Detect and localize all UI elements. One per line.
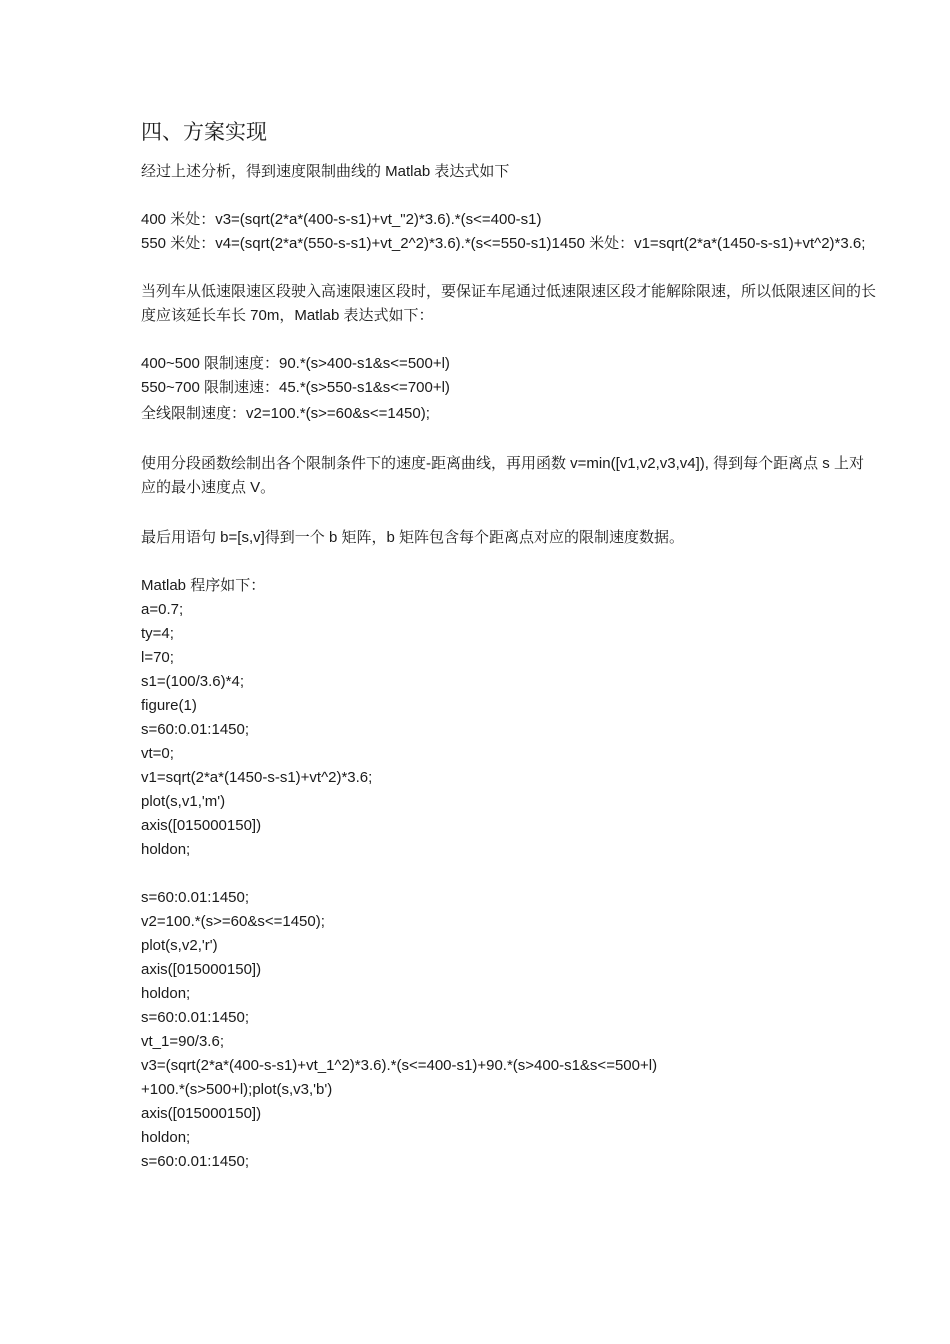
code-block-2 xyxy=(141,886,876,1174)
code-line: v3=(sqrt(2*a*(400-s-s1)+vt_1^2)*3.6).*(s<=400-s1)+90.*(s>400-s1&s<=500+l) xyxy=(141,1057,658,1074)
code-line: ty=4; xyxy=(141,625,174,642)
spacer xyxy=(141,500,876,524)
intro-paragraph: 经过上述分析，得到速度限制曲线的 Matlab 表达式如下 xyxy=(141,163,510,180)
code-line: +100.*(s>500+l);plot(s,v3,'b') xyxy=(141,1081,333,1098)
low-speed-paragraph: 当列车从低速限速区段驶入高速限速区段时，要保证车尾通过低速限速区段才能解除限速，所以低限速区间的长度应该延长车长 70m，Matlab 表达式如下： xyxy=(141,283,877,324)
code-line: plot(s,v2,'r') xyxy=(141,937,218,954)
program-title: Matlab 程序如下： xyxy=(141,577,266,594)
code-line: vt=0; xyxy=(141,745,174,762)
code-line: s=60:0.01:1450; xyxy=(141,889,250,906)
code-line: l=70; xyxy=(141,649,174,666)
code-block-1 xyxy=(141,598,876,862)
code-line: figure(1) xyxy=(141,697,197,714)
section-heading: 四、方案实现 xyxy=(141,121,267,144)
code-line: s1=(100/3.6)*4; xyxy=(141,673,244,690)
code-line: a=0.7; xyxy=(141,601,184,618)
limit-full-line: 全线限制速度：v2=100.*(s>=60&s<=1450); xyxy=(141,405,430,422)
document-page xyxy=(141,118,876,1174)
spacer xyxy=(141,256,876,280)
piecewise-paragraph: 使用分段函数绘制出各个限制条件下的速度-距离曲线，再用函数 v=min([v1,v2,v3,v4]), 得到每个距离点 s 上对应的最小速度点 V。 xyxy=(141,455,864,496)
spacer xyxy=(141,862,876,886)
code-line: axis([015000150]) xyxy=(141,1105,262,1122)
code-line: holdon; xyxy=(141,985,191,1002)
spacer xyxy=(141,184,876,208)
code-line: plot(s,v1,'m') xyxy=(141,793,226,810)
code-line: s=60:0.01:1450; xyxy=(141,1009,250,1026)
code-line: v1=sqrt(2*a*(1450-s-s1)+vt^2)*3.6; xyxy=(141,769,373,786)
matrix-paragraph: 最后用语句 b=[s,v]得到一个 b 矩阵，b 矩阵包含每个距离点对应的限制速度数据。 xyxy=(141,529,684,546)
limit-550-700: 550~700 限制速速：45.*(s>550-s1&s<=700+l) xyxy=(141,379,450,396)
spacer xyxy=(141,426,876,450)
spacer xyxy=(141,550,876,574)
spacer xyxy=(141,328,876,352)
expression-550-1450: 550 米处：v4=(sqrt(2*a*(550-s-s1)+vt_2^2)*3.6).*(s<=550-s1)1450 米处：v1=sqrt(2*a*(1450-s-s1)+vt^2)*3.6; xyxy=(141,235,866,252)
code-line: holdon; xyxy=(141,1129,191,1146)
code-line: holdon; xyxy=(141,841,191,858)
expression-400: 400 米处：v3=(sqrt(2*a*(400-s-s1)+vt_"2)*3.6).*(s<=400-s1) xyxy=(141,211,542,228)
code-line: axis([015000150]) xyxy=(141,817,262,834)
code-line: axis([015000150]) xyxy=(141,961,262,978)
code-line: s=60:0.01:1450; xyxy=(141,721,250,738)
code-line: v2=100.*(s>=60&s<=1450); xyxy=(141,913,325,930)
limit-400-500: 400~500 限制速度：90.*(s>400-s1&s<=500+l) xyxy=(141,355,450,372)
code-line: vt_1=90/3.6; xyxy=(141,1033,224,1050)
code-line: s=60:0.01:1450; xyxy=(141,1153,250,1170)
